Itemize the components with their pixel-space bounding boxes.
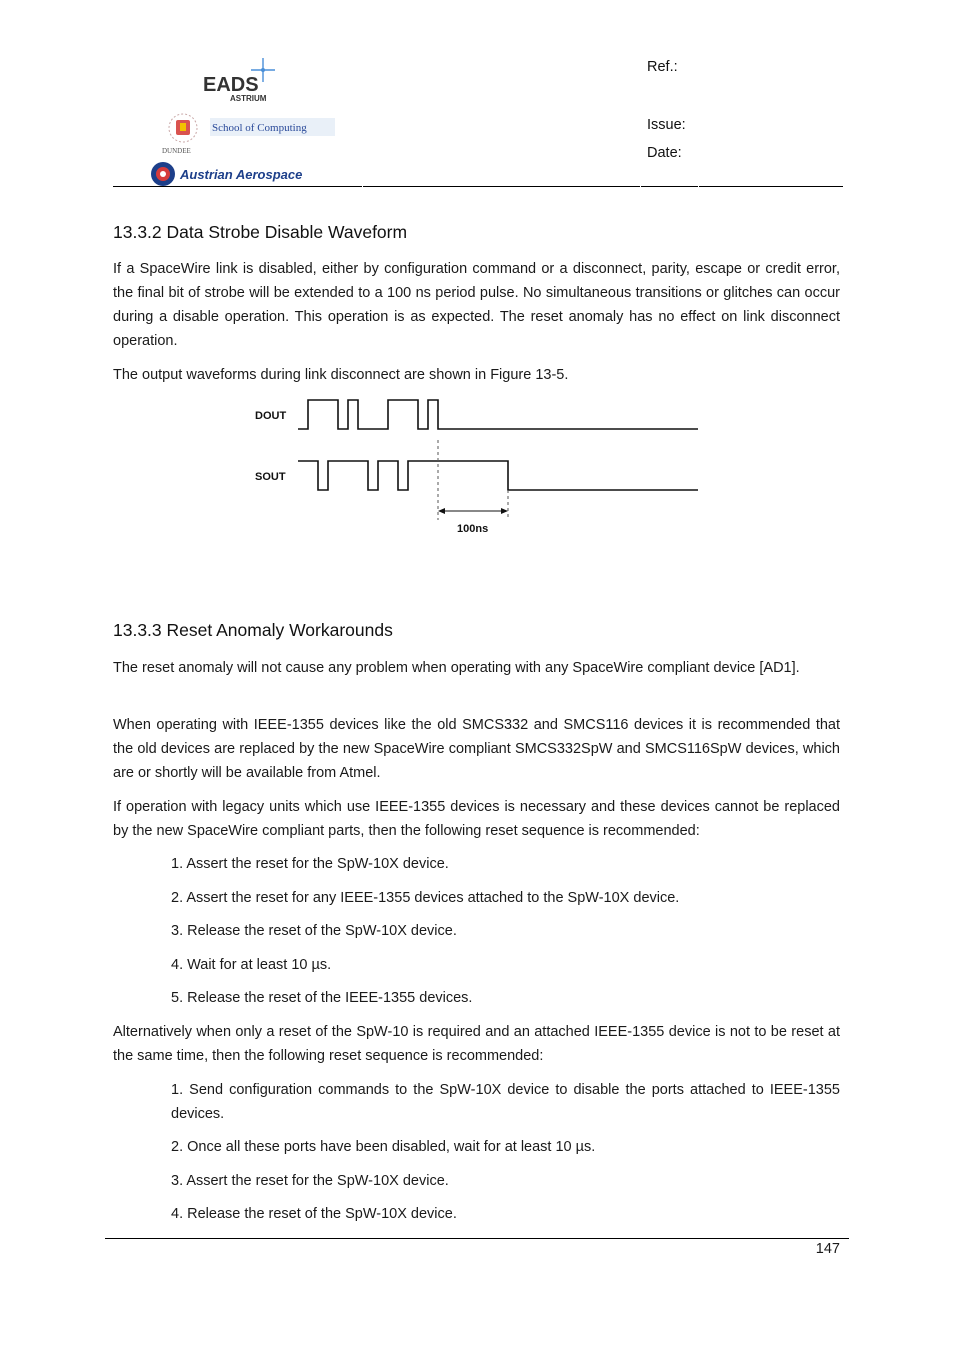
list-item: 2. Assert the reset for any IEEE-1355 devices attached to the SpW-10X device. [171,890,680,906]
list-item: 1. Send configuration commands to the SpW-10X device to disable the ports attached to IEEE-1355 devices. [171,1082,840,1122]
date-label: Date: [647,145,682,161]
dundee-place-text: DUNDEE [162,147,191,155]
body-paragraph: When operating with IEEE-1355 devices like the old SMCS332 and SMCS116 devices it is recommended that the old devices are replaced by the new SpaceWire compliant SMCS332SpW and SMCS116SpW devices, which are or shortly will be available from Atmel. [113,717,840,781]
school-of-computing-text: School of Computing [212,122,307,134]
list-item: 4. Release the reset of the SpW-10X device. [171,1206,457,1222]
header-rule [113,186,843,187]
list-item: 3. Release the reset of the SpW-10X device. [171,923,457,939]
header-rule-gap [698,186,699,190]
list-item: 4. Wait for at least 10 µs. [171,957,332,973]
eads-astrium-logo [200,56,280,106]
body-paragraph: The output waveforms during link disconnect are shown in Figure 13-5. [113,367,569,383]
waveform-figure [250,392,710,542]
dout-waveform [298,400,698,429]
list-item: 2. Once all these ports have been disabled, wait for at least 10 µs. [171,1139,596,1155]
list-item: 5. Release the reset of the IEEE-1355 devices. [171,990,473,1006]
austrian-aerospace-text: Austrian Aerospace [180,167,303,182]
body-paragraph: If operation with legacy units which use IEEE-1355 devices is necessary and these devices cannot be replaced by the new SpaceWire compliant parts, then the following reset sequence is recommended: [113,799,840,839]
footer-rule [105,1238,849,1239]
sout-waveform [298,461,698,490]
astrium-logo-text: ASTRIUM [230,94,267,103]
issue-label: Issue: [647,117,686,133]
section-heading-13-3-3: 13.3.3 Reset Anomaly Workarounds [113,620,393,640]
ref-label: Ref.: [647,59,678,75]
list-item: 1. Assert the reset for the SpW-10X device. [171,856,449,872]
university-of-dundee-logo [150,108,340,156]
header-rule-gap [362,186,363,190]
body-paragraph: The reset anomaly will not cause any problem when operating with any SpaceWire compliant device [AD1]. [113,660,800,676]
section-heading-13-3-2: 13.3.2 Data Strobe Disable Waveform [113,222,408,242]
sout-label: SOUT [255,471,286,483]
list-item: 3. Assert the reset for the SpW-10X device. [171,1173,449,1189]
interval-label: 100ns [457,523,489,535]
page-number: 147 [815,1241,840,1257]
dout-label: DOUT [255,410,287,422]
eads-logo-text: EADS [203,74,259,96]
austrian-aerospace-logo [150,160,350,188]
body-paragraph: If a SpaceWire link is disabled, either by configuration command or a disconnect, parity, escape or credit error, the final bit of strobe will be extended to a 100 ns period pulse. No simultaneous transitions or glitches can occur during a disable operation. This operation is as expected. The reset anomaly has no effect on link disconnect operation. [113,261,840,349]
header-rule-gap [640,186,641,190]
body-paragraph: Alternatively when only a reset of the SpW-10 is required and an attached IEEE-1355 device is not to be reset at the same time, then the following reset sequence is recommended: [113,1024,840,1064]
